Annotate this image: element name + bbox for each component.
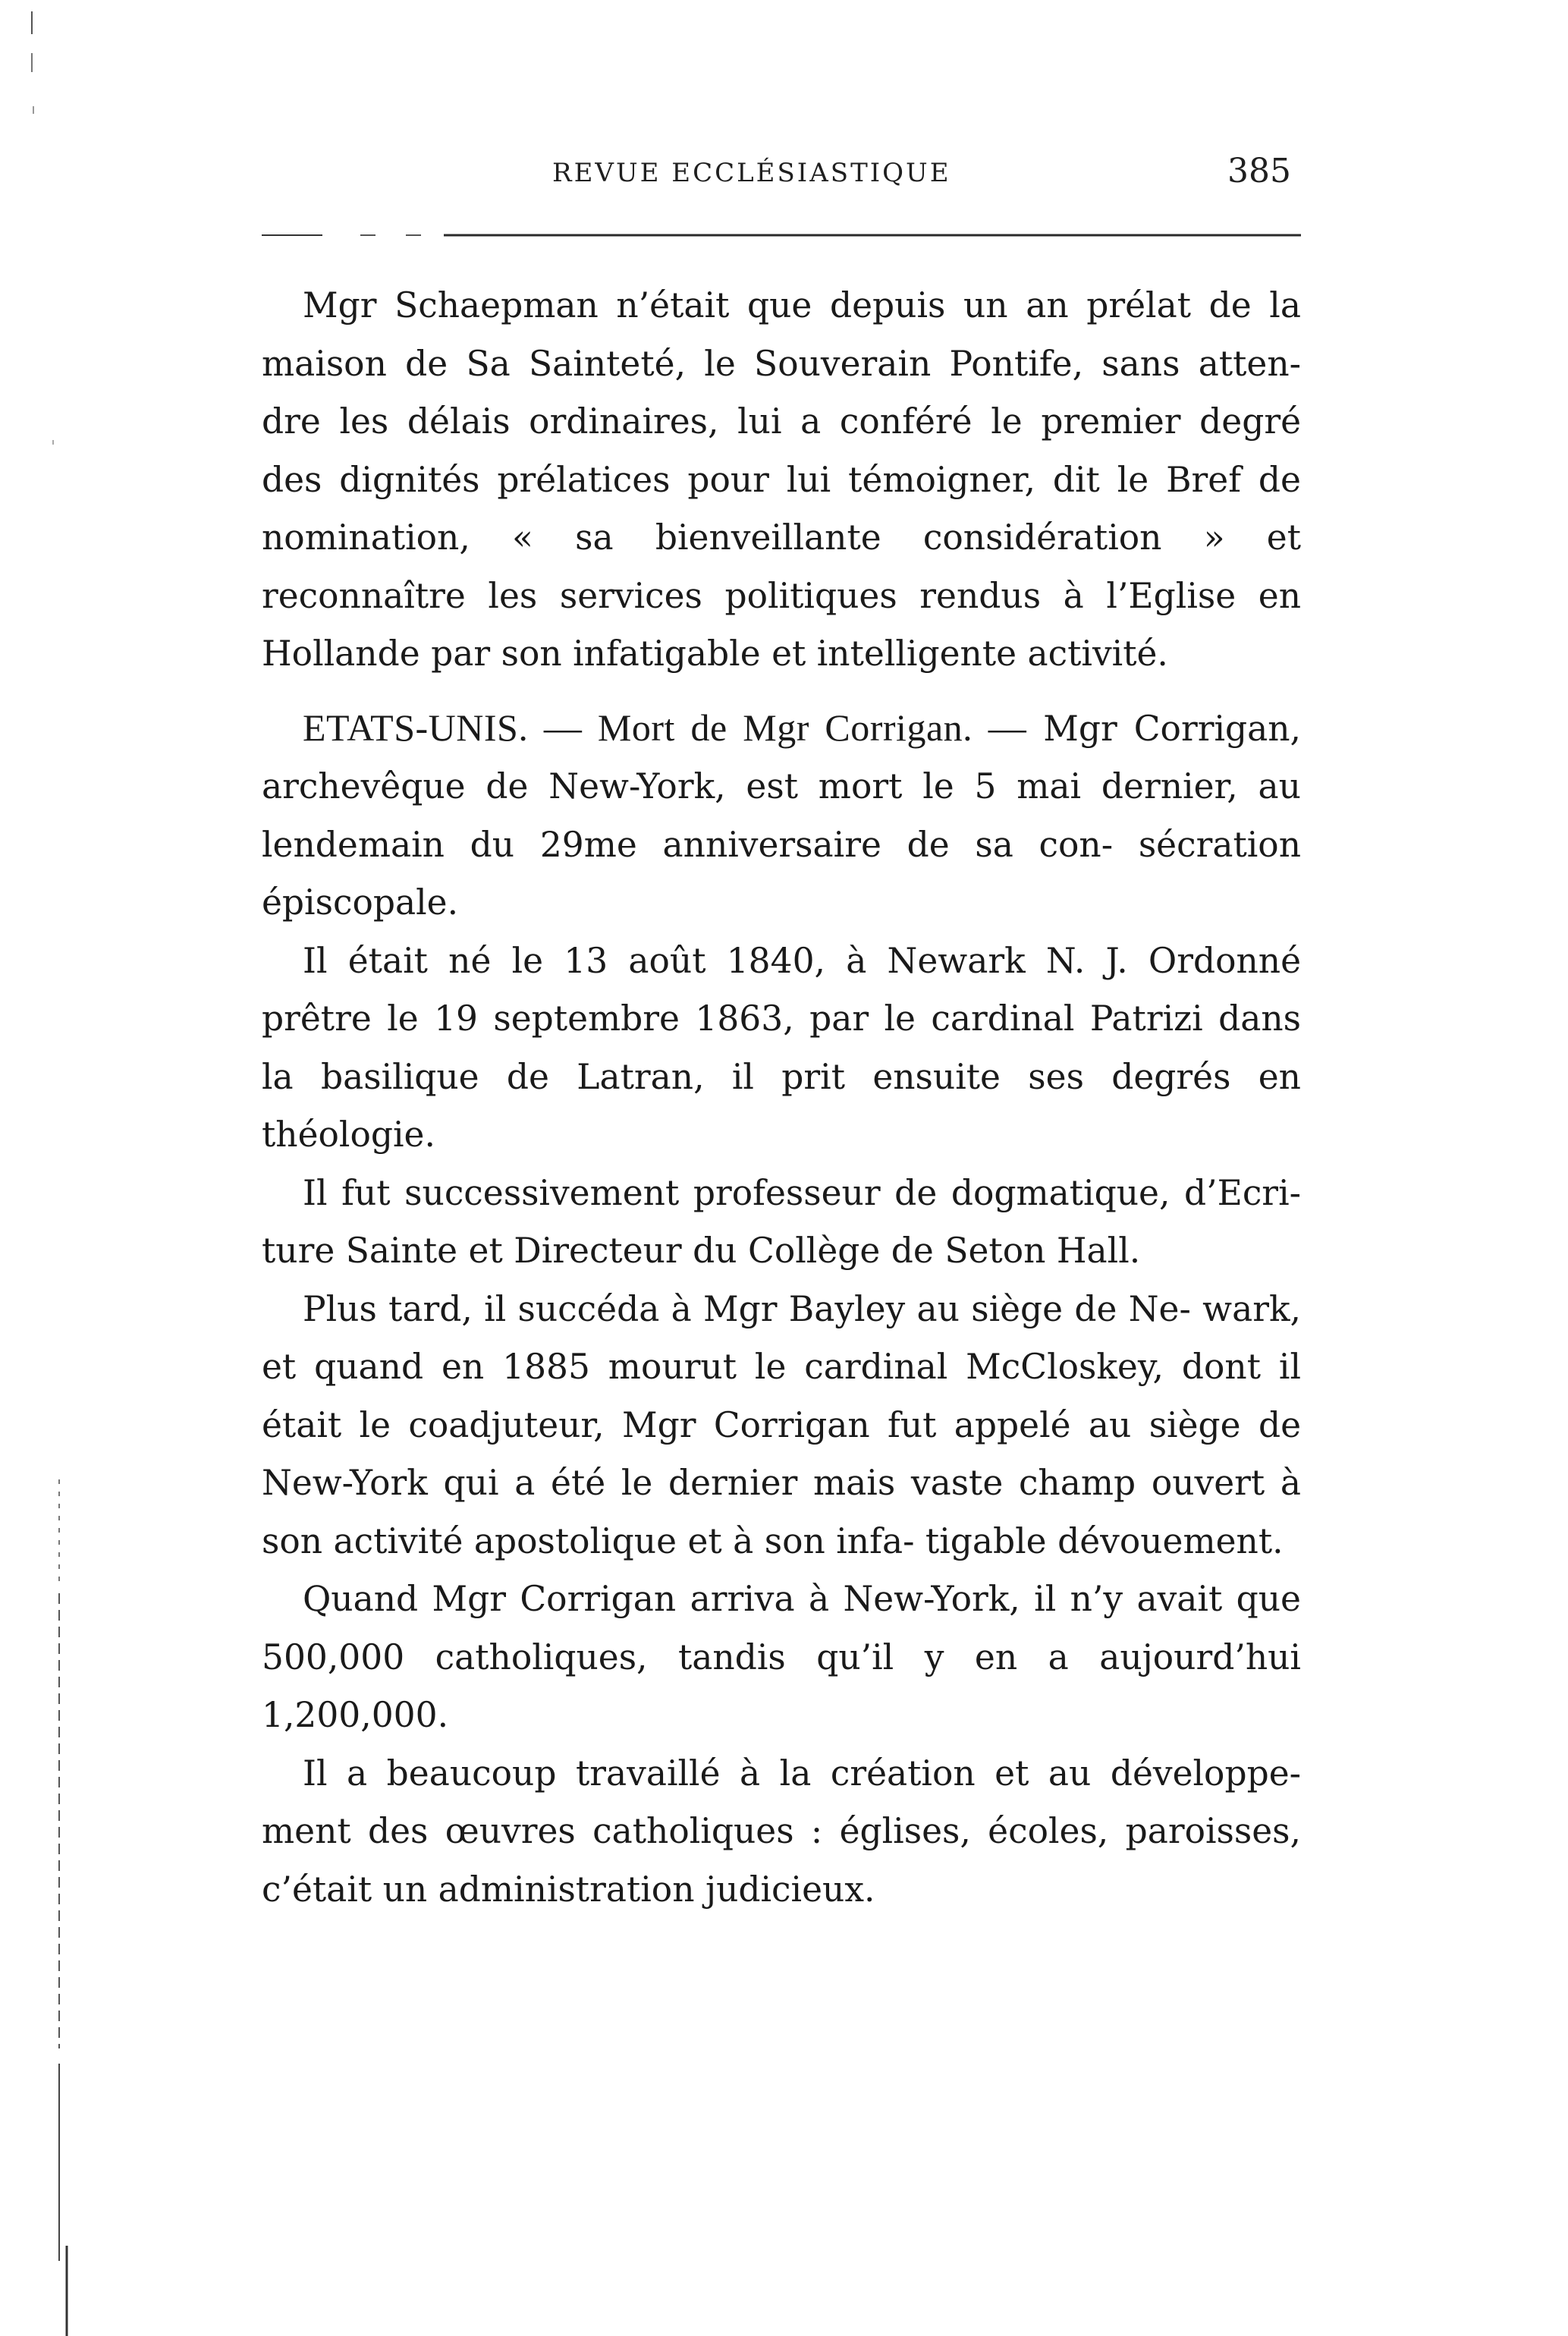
- header-rule: [262, 234, 1301, 237]
- page-number: 385: [1227, 152, 1291, 190]
- paragraph: Il a beaucoup travaillé à la création et au développe- ment des œuvres catholiques : églises, écoles, paroisses, c’était un administration judicieux.: [262, 1753, 1301, 1910]
- scan-margin-marks: [23, 0, 76, 2336]
- paragraph: Il était né le 13 août 1840, à Newark N. J. Ordonné prêtre le 19 septembre 1863, par le cardinal Patrizi dans la basilique de Latran, il prit ensuite ses degrés en théologie.: [262, 940, 1301, 1155]
- page-header: [258, 152, 1320, 197]
- paragraph: Quand Mgr Corrigan arriva à New-York, il n’y avait que 500,000 catholiques, tandis qu’il y en a aujourd’hui 1,200,000.: [262, 1579, 1301, 1735]
- section-heading: ETATS-UNIS. — Mort de Mgr Corrigan. —: [303, 706, 1027, 749]
- paragraph: Plus tard, il succéda à Mgr Bayley au siège de Ne- wark, et quand en 1885 mourut le cardinal McCloskey, dont il était le coadjuteur, Mgr Corrigan fut appelé au siège de New-York qui a été le dernier mais vaste champ ouvert à son activité apostolique et à son infa- tigable dévouement.: [262, 1288, 1301, 1561]
- paragraph: Mgr Schaepman n’était que depuis un an prélat de la maison de Sa Sainteté, le Souverain Pontife, sans atten- dre les délais ordinaires, lui a conféré le premier degré des dignités prélatices pour lui témoigner, dit le Bref de nomination, « sa bienveillante considération » et reconnaître les services politiques rendus à l’Eglise en Hollande par son infatigable et intelligente activité.: [262, 285, 1301, 674]
- article-body: [262, 277, 1301, 1919]
- section-paragraph: [262, 699, 1301, 932]
- paragraph: Il fut successivement professeur de dogmatique, d’Ecri- ture Sainte et Directeur du Collège de Seton Hall.: [262, 1172, 1301, 1271]
- section-lead-word: Mgr: [1043, 708, 1117, 749]
- running-head: REVUE ECCLÉSIASTIQUE: [552, 158, 951, 188]
- paragraph-continuation: Corrigan, archevêque de New-York, est mort le 5 mai dernier, au lendemain du 29me anniversaire de sa con- sécration épiscopale.: [262, 708, 1302, 923]
